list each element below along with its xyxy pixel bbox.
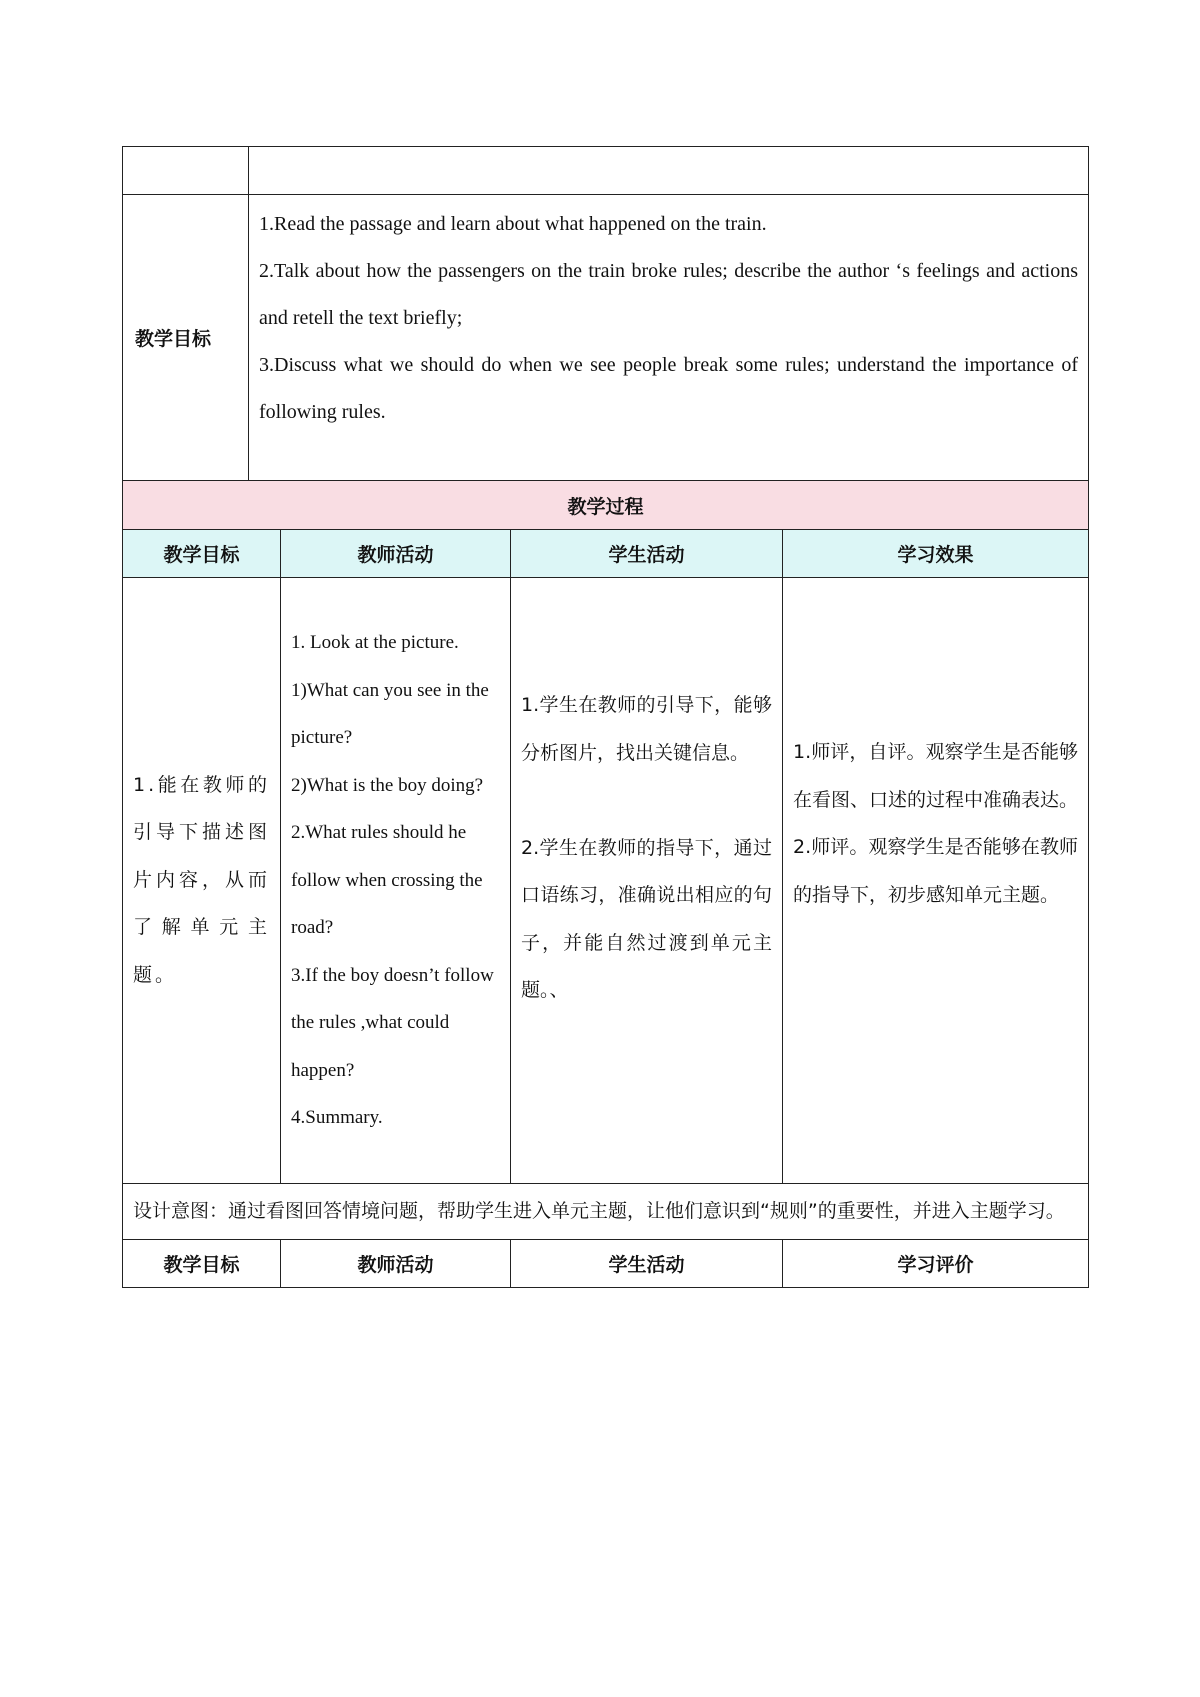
teacher-line-3: 2)What is the boy doing? bbox=[291, 774, 484, 796]
header2-evaluation: 学习评价 bbox=[783, 1240, 1089, 1288]
goal-2: 2.Talk about how the passengers on the train broke rules; describe the author ‘s feelings and actions and retell the text briefly; bbox=[259, 260, 1078, 329]
header-effect: 学习效果 bbox=[783, 530, 1089, 578]
empty-content-cell bbox=[249, 147, 1089, 195]
goal-3: 3.Discuss what we should do when we see people break some rules; understand the importance of following rules. bbox=[259, 354, 1078, 423]
teacher-cell bbox=[281, 578, 511, 1184]
process-table bbox=[122, 480, 1089, 1288]
design-intent-row bbox=[123, 1184, 1089, 1240]
teacher-line-6: 4.Summary. bbox=[291, 1107, 383, 1129]
teacher-line-1: 1. Look at the picture. bbox=[291, 632, 459, 654]
header-objective: 教学目标 bbox=[123, 530, 281, 578]
header2-student: 学生活动 bbox=[511, 1240, 783, 1288]
student-text-1: 1.学生在教师的引导下，能够分析图片，找出关键信息。 bbox=[521, 694, 772, 764]
teacher-line-5: 3.If the boy doesn’t follow the rules ,what could happen? bbox=[291, 964, 494, 1081]
effect-text-1: 1.师评，自评。观察学生是否能够在看图、口述的过程中准确表达。 bbox=[793, 741, 1079, 811]
student-text-2: 2.学生在教师的指导下，通过口语练习，准确说出相应的句子，并能自然过渡到单元主题。、 bbox=[521, 836, 772, 1001]
header2-objective: 教学目标 bbox=[123, 1240, 281, 1288]
activity-row bbox=[123, 578, 1089, 1184]
process-title-row bbox=[123, 481, 1089, 530]
student-gap bbox=[521, 777, 772, 825]
objectives-table bbox=[122, 146, 1089, 481]
header2-row bbox=[123, 1240, 1089, 1288]
goal-1: 1.Read the passage and learn about what happened on the train. bbox=[259, 213, 767, 235]
student-cell bbox=[511, 578, 783, 1184]
header-row bbox=[123, 530, 1089, 578]
teacher-line-2: 1)What can you see in the picture? bbox=[291, 679, 489, 749]
goals-row bbox=[123, 195, 1089, 481]
header2-teacher: 教师活动 bbox=[281, 1240, 511, 1288]
design-intent: 设计意图：通过看图回答情境问题，帮助学生进入单元主题，让他们意识到“规则”的重要性，并进入主题学习。 bbox=[123, 1184, 1089, 1240]
teacher-line-4: 2.What rules should he follow when crossing the road? bbox=[291, 822, 483, 939]
header-teacher: 教师活动 bbox=[281, 530, 511, 578]
header-student: 学生活动 bbox=[511, 530, 783, 578]
empty-label-cell bbox=[123, 147, 249, 195]
objective-cell bbox=[123, 578, 281, 1184]
empty-row bbox=[123, 147, 1089, 195]
goals-label: 教学目标 bbox=[123, 195, 249, 481]
goals-cell bbox=[249, 195, 1089, 481]
effect-cell bbox=[783, 578, 1089, 1184]
effect-text-2: 2.师评。观察学生是否能够在教师的指导下，初步感知单元主题。 bbox=[793, 836, 1079, 906]
objective-text: 1.能在教师的引导下描述图片内容，从而了解单元主题。 bbox=[133, 773, 270, 986]
document-page bbox=[122, 146, 1088, 1288]
process-title: 教学过程 bbox=[123, 481, 1089, 530]
